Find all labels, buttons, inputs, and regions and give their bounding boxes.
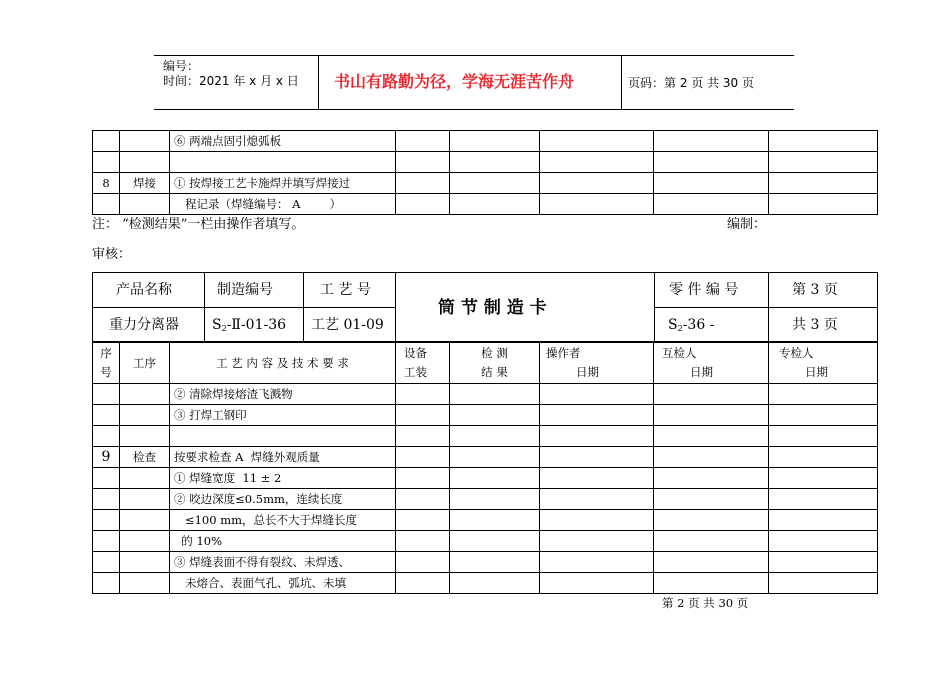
table-row — [93, 552, 878, 573]
row-mutual-inspector — [654, 552, 769, 573]
row-mutual-inspector — [654, 194, 769, 215]
row-step — [120, 510, 170, 531]
row-step — [120, 468, 170, 489]
row-step — [120, 552, 170, 573]
row-result — [450, 405, 540, 426]
row-result — [450, 426, 540, 447]
row-number: 9 — [93, 447, 120, 468]
row-special-inspector — [769, 173, 878, 194]
row-content: ① 焊缝宽度 11 ± 2 — [170, 468, 396, 489]
header-divider-right — [621, 55, 622, 110]
row-operator — [540, 173, 654, 194]
row-result — [450, 131, 540, 152]
row-mutual-inspector — [654, 573, 769, 594]
row-content — [170, 152, 396, 173]
row-special-inspector — [769, 573, 878, 594]
table-row — [93, 131, 878, 152]
col-result: 检 测 结 果 — [450, 343, 540, 384]
row-result — [450, 384, 540, 405]
row-mutual-inspector — [654, 173, 769, 194]
row-content: ⑥ 两端点固引熄弧板 — [170, 131, 396, 152]
row-operator — [540, 573, 654, 594]
process-table — [92, 342, 878, 594]
table-row — [93, 531, 878, 552]
row-equipment — [396, 173, 450, 194]
process-no-label: 工 艺 号 — [320, 282, 371, 298]
row-operator — [540, 489, 654, 510]
table-row — [93, 468, 878, 489]
row-step: 检查 — [120, 447, 170, 468]
row-content: ≤100 mm，总长不大于焊缝长度 — [170, 510, 396, 531]
row-special-inspector — [769, 194, 878, 215]
table-row — [93, 426, 878, 447]
row-operator — [540, 131, 654, 152]
row-special-inspector — [769, 552, 878, 573]
row-equipment — [396, 131, 450, 152]
row-special-inspector — [769, 405, 878, 426]
row-operator — [540, 194, 654, 215]
table-row — [93, 573, 878, 594]
row-mutual-inspector — [654, 152, 769, 173]
header-bottom-rule — [154, 109, 794, 110]
row-operator — [540, 384, 654, 405]
row-content: ③ 焊缝表面不得有裂纹、未焊透、 — [170, 552, 396, 573]
row-step — [120, 131, 170, 152]
row-operator — [540, 531, 654, 552]
row-content — [170, 426, 396, 447]
row-result — [450, 194, 540, 215]
row-equipment — [396, 468, 450, 489]
row-special-inspector — [769, 489, 878, 510]
part-no-label: 零 件 编 号 — [669, 282, 739, 298]
row-result — [450, 173, 540, 194]
row-content: 程记录（焊缝编号： A ） — [170, 194, 396, 215]
part-no: $S_2-36$ - — [668, 317, 715, 333]
col-seq: 序 号 — [93, 343, 120, 384]
card-total-label: 共 3 页 — [792, 317, 838, 333]
row-number — [93, 573, 120, 594]
row-step — [120, 426, 170, 447]
row-special-inspector — [769, 447, 878, 468]
row-result — [450, 447, 540, 468]
table-row — [93, 194, 878, 215]
row-number — [93, 489, 120, 510]
row-mutual-inspector — [654, 510, 769, 531]
header-top-rule — [154, 55, 794, 56]
column-header-row — [93, 343, 878, 384]
row-special-inspector — [769, 510, 878, 531]
row-equipment — [396, 552, 450, 573]
row-result — [450, 573, 540, 594]
row-step — [120, 573, 170, 594]
note-text: 注： “检测结果”一栏由操作者填写。 — [92, 217, 305, 232]
row-step: 焊接 — [120, 173, 170, 194]
row-result — [450, 552, 540, 573]
row-special-inspector — [769, 152, 878, 173]
row-mutual-inspector — [654, 468, 769, 489]
compiler-label: 编制： — [727, 217, 767, 232]
row-step — [120, 152, 170, 173]
row-result — [450, 531, 540, 552]
row-mutual-inspector — [654, 384, 769, 405]
header-motto: 书山有路勤为径，学海无涯苦作舟 — [334, 72, 575, 91]
header-time-label: 时间：2021 年 x 月 x 日 — [163, 74, 299, 88]
row-equipment — [396, 405, 450, 426]
row-equipment — [396, 447, 450, 468]
row-number — [93, 531, 120, 552]
row-content: ② 清除焊接熔渣飞溅物 — [170, 384, 396, 405]
row-number — [93, 194, 120, 215]
row-operator — [540, 447, 654, 468]
card-page-label: 第 3 页 — [792, 282, 838, 298]
table-row — [93, 489, 878, 510]
row-equipment — [396, 510, 450, 531]
header-divider-left — [318, 55, 319, 110]
card-title: 筒 节 制 造 卡 — [438, 298, 547, 318]
product-name-label: 产品名称 — [116, 282, 172, 298]
row-number — [93, 405, 120, 426]
row-equipment — [396, 384, 450, 405]
col-special-inspector: 专检人 日期 — [769, 343, 878, 384]
row-content: ② 咬边深度≤0.5mm，连续长度 — [170, 489, 396, 510]
table-row — [93, 447, 878, 468]
row-step — [120, 531, 170, 552]
row-operator — [540, 552, 654, 573]
row-step — [120, 384, 170, 405]
row-equipment — [396, 489, 450, 510]
table-row — [93, 152, 878, 173]
row-equipment — [396, 426, 450, 447]
row-number — [93, 510, 120, 531]
row-step — [120, 405, 170, 426]
row-operator — [540, 152, 654, 173]
row-special-inspector — [769, 384, 878, 405]
reviewer-label: 审核： — [92, 247, 132, 262]
row-special-inspector — [769, 426, 878, 447]
row-content: 未熔合、表面气孔、弧坑、未填 — [170, 573, 396, 594]
row-mutual-inspector — [654, 447, 769, 468]
row-equipment — [396, 194, 450, 215]
manufacture-no: $S_2-Ⅱ-01-36$ — [212, 317, 287, 333]
row-operator — [540, 405, 654, 426]
row-special-inspector — [769, 468, 878, 489]
header-number-label: 编号： — [163, 59, 200, 73]
row-number — [93, 552, 120, 573]
row-equipment — [396, 573, 450, 594]
row-number — [93, 468, 120, 489]
row-content: ③ 打焊工钢印 — [170, 405, 396, 426]
row-operator — [540, 510, 654, 531]
row-result — [450, 510, 540, 531]
row-step — [120, 194, 170, 215]
col-operator: 操作者 日期 — [540, 343, 654, 384]
col-content: 工 艺 内 容 及 技 术 要 求 — [170, 343, 396, 384]
row-mutual-inspector — [654, 426, 769, 447]
row-equipment — [396, 152, 450, 173]
process-table-continued — [92, 130, 878, 215]
row-number — [93, 426, 120, 447]
card-header — [92, 272, 878, 342]
col-equipment: 设备 工装 — [396, 343, 450, 384]
row-number — [93, 384, 120, 405]
header-page-code: 页码：第 2 页 共 30 页 — [628, 76, 754, 90]
row-number — [93, 131, 120, 152]
row-operator — [540, 426, 654, 447]
row-mutual-inspector — [654, 531, 769, 552]
table-row — [93, 384, 878, 405]
row-content: 按要求检查 A 焊缝外观质量 — [170, 447, 396, 468]
col-mutual-inspector: 互检人 日期 — [654, 343, 769, 384]
row-number — [93, 152, 120, 173]
row-number: 8 — [93, 173, 120, 194]
row-content: 的 10% — [170, 531, 396, 552]
row-mutual-inspector — [654, 131, 769, 152]
table-row — [93, 405, 878, 426]
manufacture-no-label: 制造编号 — [217, 282, 273, 298]
footer-page-number: 第 2 页 共 30 页 — [662, 596, 749, 610]
row-special-inspector — [769, 131, 878, 152]
row-mutual-inspector — [654, 405, 769, 426]
row-step — [120, 489, 170, 510]
row-result — [450, 468, 540, 489]
row-special-inspector — [769, 531, 878, 552]
row-content: ① 按焊接工艺卡施焊并填写焊接过 — [170, 173, 396, 194]
row-operator — [540, 468, 654, 489]
table-row — [93, 510, 878, 531]
row-equipment — [396, 531, 450, 552]
col-step: 工序 — [120, 343, 170, 384]
process-no: 工艺 01-09 — [311, 317, 384, 333]
table-row — [93, 173, 878, 194]
row-mutual-inspector — [654, 489, 769, 510]
row-result — [450, 152, 540, 173]
row-result — [450, 489, 540, 510]
product-name: 重力分离器 — [109, 317, 179, 333]
